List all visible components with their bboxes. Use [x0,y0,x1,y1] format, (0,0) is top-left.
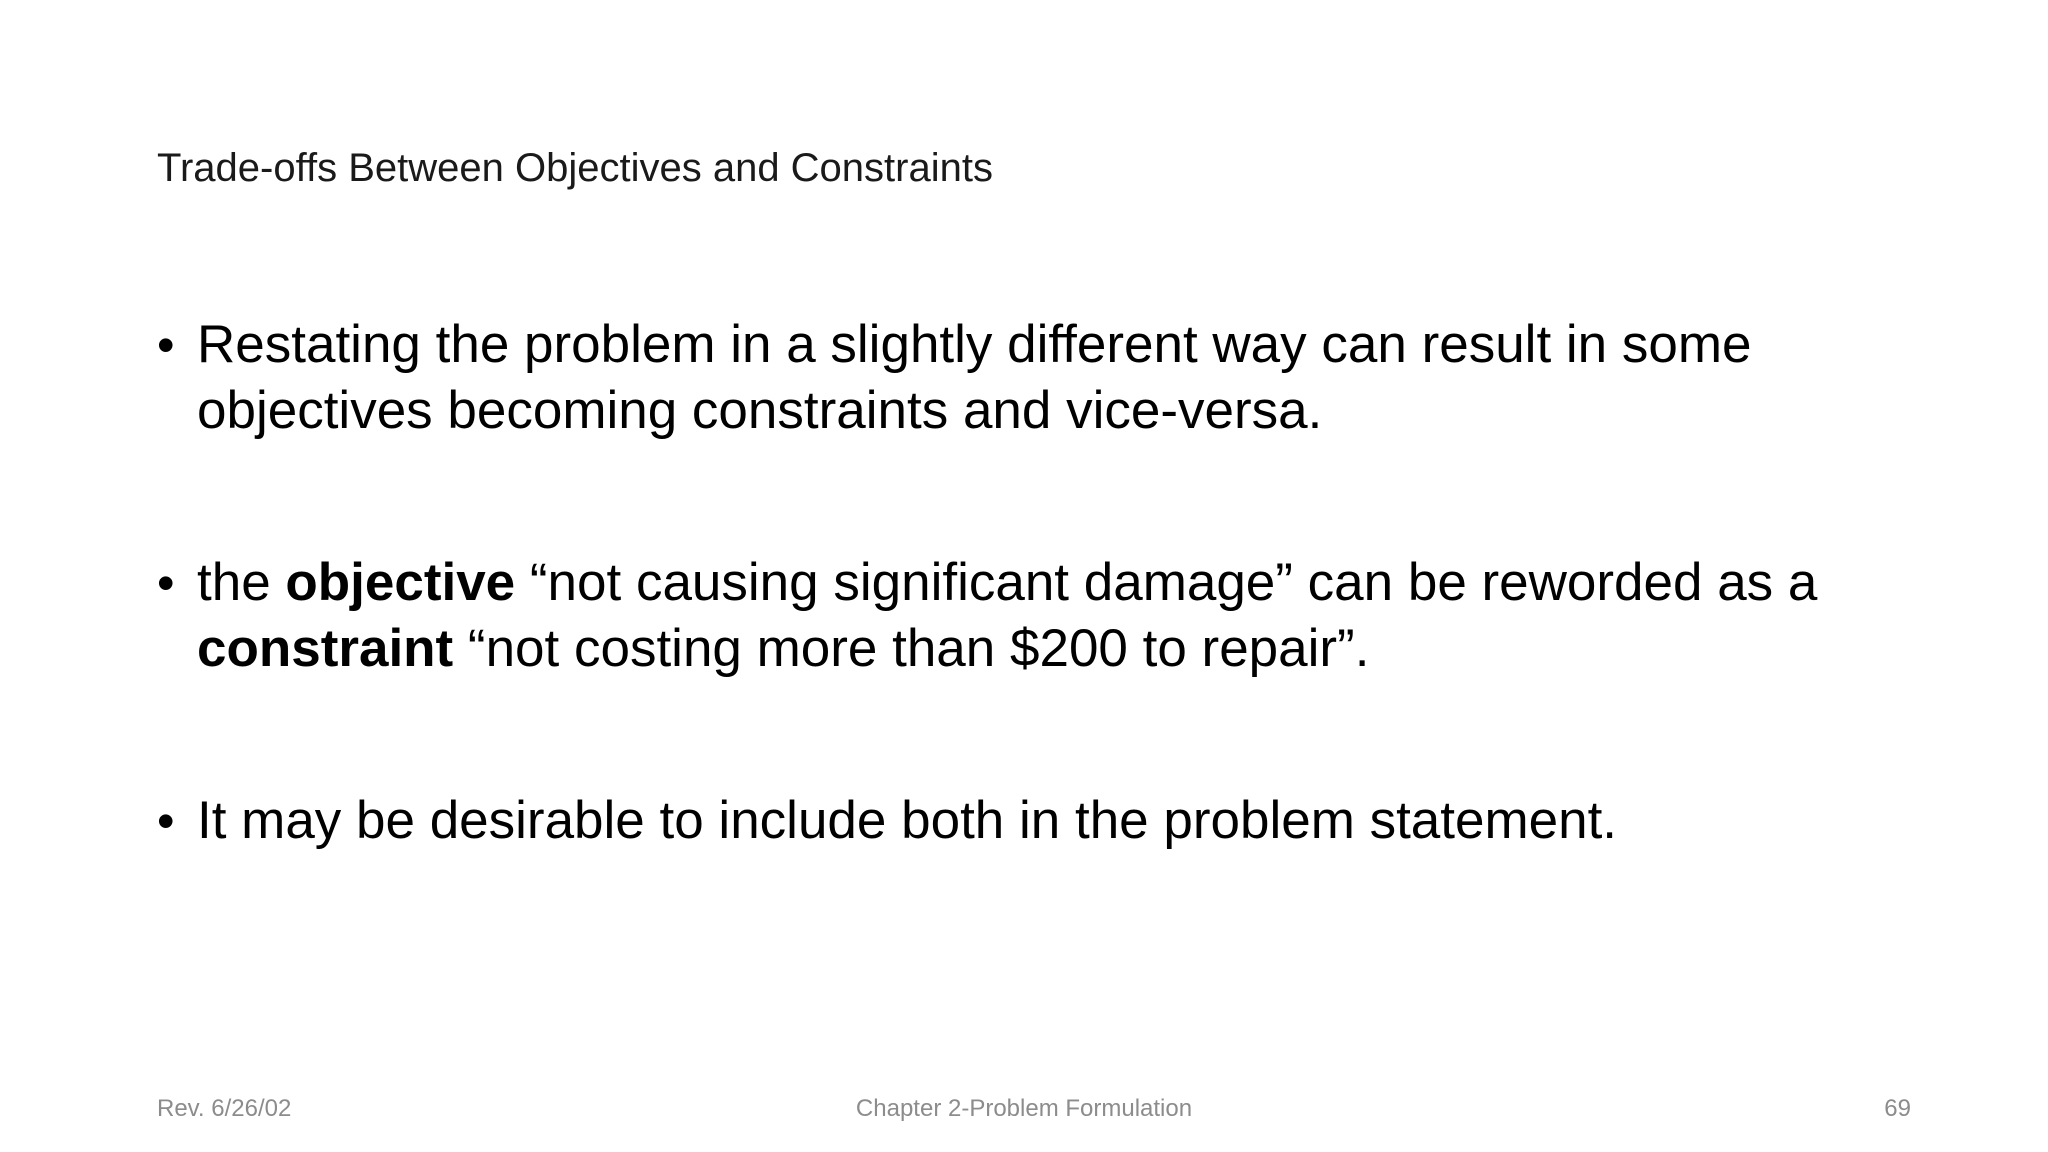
bullet-item-1 [157,312,1917,444]
bullet-list [157,312,1917,854]
bold-term-objective: objective [285,553,516,612]
bullet-marker: • [157,317,175,373]
bullet-marker: • [157,555,175,611]
slide-title: Trade-offs Between Objectives and Constraints [157,146,993,190]
bullet-text: Restating the problem in a slightly different way can result in some objectives becoming constraints and vice-versa. [197,315,1752,440]
footer-revision-date: Rev. 6/26/02 [157,1095,292,1122]
bullet-item-2 [157,550,1917,682]
bullet-text-part: “not causing significant damage” can be reworded as a [515,553,1818,612]
bullet-text-part: “not costing more than $200 to repair”. [453,619,1370,678]
bold-term-constraint: constraint [197,619,454,678]
bullet-item-3 [157,788,1917,854]
bullet-marker: • [157,793,175,849]
bullet-text-part: the [197,553,286,612]
bullet-text: It may be desirable to include both in the problem statement. [197,791,1618,850]
footer-chapter-title: Chapter 2-Problem Formulation [855,1095,1193,1122]
footer-page-number: 69 [1884,1095,1911,1122]
